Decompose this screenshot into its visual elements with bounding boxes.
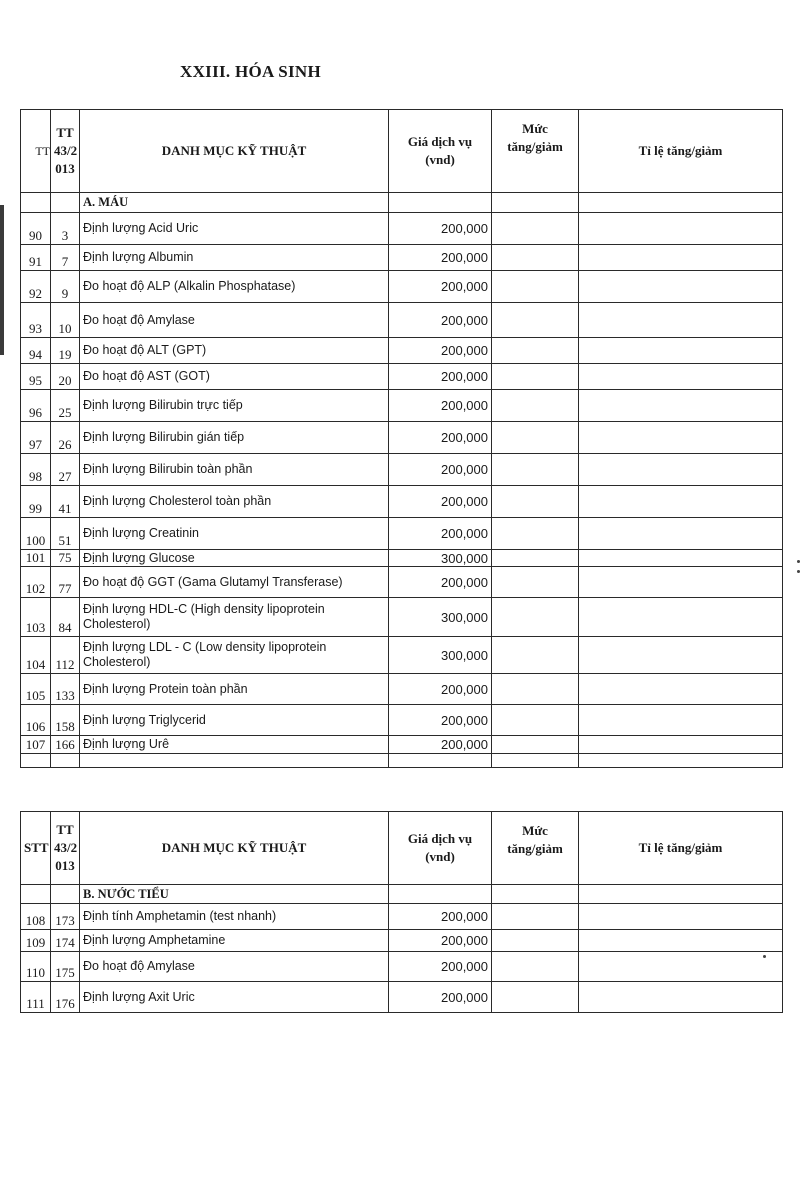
- row-technique-name: Đo hoạt độ AST (GOT): [80, 364, 389, 390]
- table-row: [21, 390, 783, 422]
- row-technique-name: Định lượng HDL-C (High density lipoprotein Cholesterol): [80, 598, 389, 637]
- row-stt: 95: [21, 364, 51, 390]
- row-technique-name: Định lượng Triglycerid: [80, 705, 389, 736]
- header-tt-43-2013: TT 43/2 013: [51, 110, 80, 193]
- header-category: DANH MỤC KỸ THUẬT: [80, 812, 389, 885]
- row-technique-name: Đo hoạt độ ALT (GPT): [80, 338, 389, 364]
- row-ratio: [579, 303, 783, 338]
- row-stt: 101: [21, 550, 51, 567]
- header-ratio: Tỉ lệ tăng/giảm: [579, 110, 783, 193]
- row-service-price: 200,000: [389, 271, 492, 303]
- row-ratio: [579, 518, 783, 550]
- row-change: [492, 567, 579, 598]
- table-row: [21, 422, 783, 454]
- row-technique-name: Đo hoạt độ Amylase: [80, 952, 389, 982]
- row-technique-name: Định lượng Amphetamine: [80, 930, 389, 952]
- row-technique-name: Định lượng Bilirubin gián tiếp: [80, 422, 389, 454]
- price-table-blood: [20, 109, 783, 768]
- row-service-price: 200,000: [389, 982, 492, 1013]
- row-technique-name: Định lượng Bilirubin toàn phần: [80, 454, 389, 486]
- row-change: [492, 245, 579, 271]
- header-category: DANH MỤC KỸ THUẬT: [80, 110, 389, 193]
- table-row: [21, 303, 783, 338]
- row-tt-code: 25: [51, 390, 80, 422]
- table-row: [21, 982, 783, 1013]
- header-service-price: Giá dịch vụ (vnd): [389, 110, 492, 193]
- row-change: [492, 637, 579, 674]
- row-tt-code: 75: [51, 550, 80, 567]
- blank-row: [21, 754, 783, 768]
- table-row: [21, 213, 783, 245]
- row-ratio: [579, 271, 783, 303]
- row-technique-name: Đo hoạt độ ALP (Alkalin Phosphatase): [80, 271, 389, 303]
- scan-speck: [797, 560, 800, 563]
- row-change: [492, 736, 579, 754]
- row-change: [492, 271, 579, 303]
- row-tt-code: 20: [51, 364, 80, 390]
- row-tt-code: 9: [51, 271, 80, 303]
- row-stt: 99: [21, 486, 51, 518]
- row-ratio: [579, 454, 783, 486]
- row-tt-code: 176: [51, 982, 80, 1013]
- row-technique-name: Định lượng Creatinin: [80, 518, 389, 550]
- row-technique-name: Định lượng Cholesterol toàn phần: [80, 486, 389, 518]
- row-change: [492, 213, 579, 245]
- row-change: [492, 486, 579, 518]
- row-change: [492, 952, 579, 982]
- row-stt: 105: [21, 674, 51, 705]
- binding-edge-mark: [0, 205, 4, 355]
- row-technique-name: Đo hoạt độ GGT (Gama Glutamyl Transferase): [80, 567, 389, 598]
- row-tt-code: 19: [51, 338, 80, 364]
- row-stt: 96: [21, 390, 51, 422]
- row-change: [492, 518, 579, 550]
- row-stt: 104: [21, 637, 51, 674]
- row-tt-code: 112: [51, 637, 80, 674]
- row-change: [492, 904, 579, 930]
- table-row: [21, 952, 783, 982]
- row-technique-name: Đo hoạt độ Amylase: [80, 303, 389, 338]
- row-stt: 91: [21, 245, 51, 271]
- row-ratio: [579, 598, 783, 637]
- row-ratio: [579, 904, 783, 930]
- row-stt: 90: [21, 213, 51, 245]
- table-row: [21, 674, 783, 705]
- row-tt-code: 174: [51, 930, 80, 952]
- row-stt: 94: [21, 338, 51, 364]
- row-ratio: [579, 930, 783, 952]
- table-row: [21, 637, 783, 674]
- row-change: [492, 338, 579, 364]
- row-service-price: 300,000: [389, 598, 492, 637]
- row-tt-code: 26: [51, 422, 80, 454]
- header-stt: STT: [21, 812, 51, 885]
- row-tt-code: 51: [51, 518, 80, 550]
- row-service-price: 200,000: [389, 454, 492, 486]
- row-ratio: [579, 364, 783, 390]
- row-service-price: 200,000: [389, 952, 492, 982]
- table-row: [21, 550, 783, 567]
- row-tt-code: 175: [51, 952, 80, 982]
- row-ratio: [579, 982, 783, 1013]
- row-ratio: [579, 338, 783, 364]
- row-ratio: [579, 637, 783, 674]
- section-label-urine: B. NƯỚC TIỂU: [80, 885, 389, 904]
- row-change: [492, 550, 579, 567]
- row-ratio: [579, 486, 783, 518]
- row-stt: 108: [21, 904, 51, 930]
- row-change: [492, 982, 579, 1013]
- table-row: [21, 271, 783, 303]
- row-tt-code: 158: [51, 705, 80, 736]
- table-row: [21, 736, 783, 754]
- row-change: [492, 674, 579, 705]
- row-change: [492, 364, 579, 390]
- table-row: [21, 567, 783, 598]
- row-stt: 111: [21, 982, 51, 1013]
- row-change: [492, 303, 579, 338]
- row-stt: 100: [21, 518, 51, 550]
- row-ratio: [579, 245, 783, 271]
- row-ratio: [579, 567, 783, 598]
- row-technique-name: Định lượng LDL - C (Low density lipoprotein Cholesterol): [80, 637, 389, 674]
- table-row: [21, 454, 783, 486]
- page-title: XXIII. HÓA SINH: [180, 62, 322, 81]
- row-stt: 103: [21, 598, 51, 637]
- row-ratio: [579, 550, 783, 567]
- row-service-price: 200,000: [389, 904, 492, 930]
- row-ratio: [579, 674, 783, 705]
- row-stt: 110: [21, 952, 51, 982]
- table-row: [21, 486, 783, 518]
- row-tt-code: 166: [51, 736, 80, 754]
- row-change: [492, 422, 579, 454]
- row-service-price: 200,000: [389, 390, 492, 422]
- row-service-price: 200,000: [389, 567, 492, 598]
- row-technique-name: Định lượng Urê: [80, 736, 389, 754]
- row-stt: 98: [21, 454, 51, 486]
- row-service-price: 200,000: [389, 705, 492, 736]
- row-tt-code: 27: [51, 454, 80, 486]
- table-row: [21, 930, 783, 952]
- row-ratio: [579, 952, 783, 982]
- row-service-price: 200,000: [389, 930, 492, 952]
- row-service-price: 200,000: [389, 486, 492, 518]
- row-service-price: 200,000: [389, 736, 492, 754]
- row-service-price: 200,000: [389, 364, 492, 390]
- section-row: [21, 885, 783, 904]
- row-tt-code: 41: [51, 486, 80, 518]
- row-ratio: [579, 705, 783, 736]
- row-technique-name: Định lượng Glucose: [80, 550, 389, 567]
- table-row: [21, 338, 783, 364]
- table-header-row: [21, 812, 783, 885]
- row-service-price: 200,000: [389, 245, 492, 271]
- section-label-blood: A. MÁU: [80, 193, 389, 213]
- row-service-price: 200,000: [389, 422, 492, 454]
- table-row: [21, 518, 783, 550]
- header-tt-43-2013: TT 43/2 013: [51, 812, 80, 885]
- row-technique-name: Định lượng Albumin: [80, 245, 389, 271]
- row-service-price: 300,000: [389, 637, 492, 674]
- row-change: [492, 454, 579, 486]
- row-stt: 92: [21, 271, 51, 303]
- row-ratio: [579, 736, 783, 754]
- table-row: [21, 598, 783, 637]
- table-row: [21, 245, 783, 271]
- row-change: [492, 705, 579, 736]
- row-stt: 93: [21, 303, 51, 338]
- row-stt: 97: [21, 422, 51, 454]
- header-change: Mức tăng/giảm: [492, 812, 579, 885]
- row-service-price: 200,000: [389, 674, 492, 705]
- row-tt-code: 133: [51, 674, 80, 705]
- header-change: Mức tăng/giảm: [492, 110, 579, 193]
- table-header-row: [21, 110, 783, 193]
- header-service-price: Giá dịch vụ (vnd): [389, 812, 492, 885]
- row-change: [492, 390, 579, 422]
- row-tt-code: 77: [51, 567, 80, 598]
- row-tt-code: 7: [51, 245, 80, 271]
- table-row: [21, 364, 783, 390]
- row-technique-name: Định tính Amphetamin (test nhanh): [80, 904, 389, 930]
- row-tt-code: 3: [51, 213, 80, 245]
- row-tt-code: 84: [51, 598, 80, 637]
- row-ratio: [579, 422, 783, 454]
- row-technique-name: Định lượng Protein toàn phần: [80, 674, 389, 705]
- table-row: [21, 705, 783, 736]
- row-change: [492, 598, 579, 637]
- row-ratio: [579, 213, 783, 245]
- scan-speck: [797, 570, 800, 573]
- row-stt: 102: [21, 567, 51, 598]
- row-tt-code: 173: [51, 904, 80, 930]
- row-change: [492, 930, 579, 952]
- price-table-urine: [20, 811, 783, 1013]
- table-row: [21, 904, 783, 930]
- row-service-price: 200,000: [389, 303, 492, 338]
- row-tt-code: 10: [51, 303, 80, 338]
- row-technique-name: Định lượng Axit Uric: [80, 982, 389, 1013]
- row-stt: 106: [21, 705, 51, 736]
- row-stt: 107: [21, 736, 51, 754]
- row-technique-name: Định lượng Bilirubin trực tiếp: [80, 390, 389, 422]
- section-row: [21, 193, 783, 213]
- row-ratio: [579, 390, 783, 422]
- header-stt: TT: [21, 110, 51, 193]
- row-stt: 109: [21, 930, 51, 952]
- row-service-price: 200,000: [389, 338, 492, 364]
- row-service-price: 300,000: [389, 550, 492, 567]
- row-technique-name: Định lượng Acid Uric: [80, 213, 389, 245]
- row-service-price: 200,000: [389, 213, 492, 245]
- header-ratio: Tỉ lệ tăng/giảm: [579, 812, 783, 885]
- row-service-price: 200,000: [389, 518, 492, 550]
